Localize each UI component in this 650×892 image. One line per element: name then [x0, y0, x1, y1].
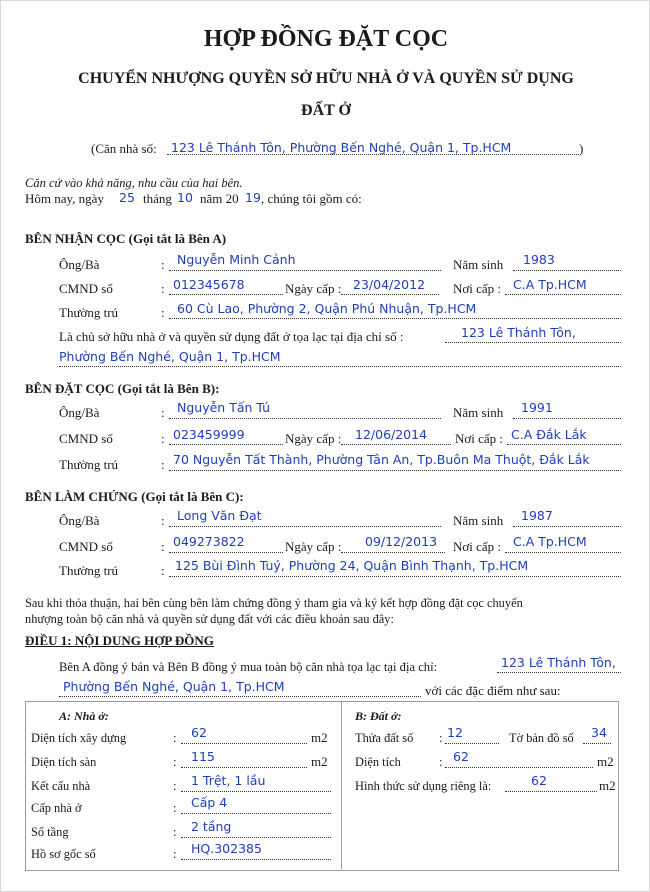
floor-area-label: Diện tích xây dựng [31, 731, 127, 745]
agreement-line-2: nhượng toàn bộ căn nhà và quyền sử dụng đất với các điều khoản sau đây: [25, 612, 394, 626]
date-month: 10 [177, 190, 193, 205]
party-c-id-colon: : [161, 539, 165, 554]
structure-dotted-line [181, 791, 331, 792]
usable-area-value: 115 [191, 749, 215, 764]
floor-area-dotted-line [181, 743, 307, 744]
date-day: 25 [119, 190, 135, 205]
floor-area-colon: : [173, 730, 177, 745]
usage-label: Hình thức sử dụng riêng là: [355, 779, 492, 793]
party-b-id-number: 023459999 [173, 427, 245, 442]
party-b-id-label: CMND số [59, 431, 113, 446]
party-b-name: Nguyễn Tấn Tú [177, 400, 271, 415]
party-a-issue-place: C.A Tp.HCM [513, 277, 587, 292]
party-a-property-line-1: 123 Lê Thánh Tôn, [461, 325, 576, 340]
house-grade-label: Cấp nhà ở [31, 801, 82, 815]
party-a-address-label: Thường trú [59, 305, 119, 320]
party-c-id-label: CMND số [59, 539, 113, 554]
structure-label: Kết cấu nhà [31, 779, 91, 793]
party-c-id-dotted-line [169, 552, 283, 553]
party-a-name-label: Ông/Bà [59, 257, 100, 272]
usable-area-label: Diện tích sàn [31, 755, 97, 769]
party-c-birth-label: Năm sinh [453, 513, 504, 528]
party-b-birth-label: Năm sinh [453, 405, 504, 420]
date-suffix: , chúng tôi gồm có: [261, 191, 362, 206]
parcel-dotted-line [445, 743, 499, 744]
party-a-id-label: CMND số [59, 281, 113, 296]
contract-subtitle-line-2: ĐẤT Ở [301, 102, 351, 119]
house-number-prefix: (Căn nhà số: [91, 141, 157, 156]
parcel-value: 12 [447, 725, 463, 740]
intro-basis: Căn cứ vào khả năng, nhu cầu của hai bên. [25, 176, 243, 190]
party-a-issue-place-label: Nơi cấp : [453, 281, 502, 296]
party-b-issue-place-label: Nơi cấp : [455, 431, 504, 446]
party-c-issue-date: 09/12/2013 [365, 534, 438, 549]
party-c-issue-place-label: Nơi cấp : [453, 539, 502, 554]
usage-unit: m2 [599, 778, 616, 793]
date-year: 19 [245, 190, 261, 205]
contract-title: HỢP ĐỒNG ĐẶT CỌC [203, 26, 449, 52]
party-c-birth-dotted-line [513, 526, 621, 527]
party-a-issue-place-dotted-line [505, 294, 621, 295]
party-b-issue-date: 12/06/2014 [355, 427, 428, 442]
party-c-heading: BÊN LÀM CHỨNG (Gọi tắt là Bên C): [25, 489, 244, 504]
floor-area-unit: m2 [311, 730, 328, 745]
party-b-issue-place: C.A Đắk Lắk [511, 427, 587, 442]
party-b-id-dotted-line [169, 444, 283, 445]
article-1-heading: ĐIỀU 1: NỘI DUNG HỢP ĐỒNG [25, 633, 214, 648]
party-c-issue-place-dotted-line [505, 552, 621, 553]
party-a-issue-date-dotted-line [341, 294, 439, 295]
usage-dotted-line [505, 791, 597, 792]
party-b-issue-place-dotted-line [507, 444, 621, 445]
party-a-name-dotted-line [169, 270, 441, 271]
usable-area-unit: m2 [311, 754, 328, 769]
article-1-address-dotted-line-2 [59, 696, 421, 697]
party-a-property-dotted-line-1 [445, 342, 621, 343]
house-number-value: 123 Lê Thánh Tôn, Phường Bến Nghé, Quận 1, Tp.HCM [171, 140, 512, 155]
party-c-birth-year: 1987 [521, 508, 553, 523]
floors-dotted-line [181, 837, 331, 838]
record-number-value: HQ.302385 [191, 841, 262, 856]
party-b-id-colon: : [161, 431, 165, 446]
party-b-birth-dotted-line [513, 418, 621, 419]
house-grade-colon: : [173, 800, 177, 815]
date-year-label: năm 20 [200, 191, 239, 206]
date-month-label: tháng [143, 191, 172, 206]
party-c-address-dotted-line [169, 576, 621, 577]
contract-subtitle-line-1: CHUYỂN NHƯỢNG QUYỀN SỞ HỮU NHÀ Ở VÀ QUYỀN SỬ DỤNG [78, 70, 574, 87]
article-1-text: Bên A đồng ý bán và Bên B đồng ý mua toàn bộ căn nhà tọa lạc tại địa chỉ: [59, 660, 438, 674]
party-c-id-number: 049273822 [173, 534, 245, 549]
article-1-suffix: với các đặc điểm như sau: [425, 683, 561, 698]
party-b-address: 70 Nguyễn Tất Thành, Phường Tân An, Tp.Buôn Ma Thuột, Đắk Lắk [173, 452, 590, 467]
party-a-property-line-2: Phường Bến Nghé, Quận 1, Tp.HCM [59, 349, 281, 364]
land-area-unit: m2 [597, 754, 614, 769]
floors-label: Số tầng [31, 825, 69, 839]
article-1-address-line-2: Phường Bến Nghé, Quận 1, Tp.HCM [63, 679, 285, 694]
land-area-value: 62 [453, 749, 469, 764]
article-1-address-line-1: 123 Lê Thánh Tôn, [501, 655, 616, 670]
party-a-birth-label: Năm sinh [453, 257, 504, 272]
house-number-suffix: ) [579, 141, 584, 156]
party-b-address-colon: : [161, 457, 165, 472]
property-details-table [25, 701, 619, 871]
floors-colon: : [173, 824, 177, 839]
party-a-birth-year: 1983 [523, 252, 555, 267]
house-grade-dotted-line [181, 813, 331, 814]
party-c-issue-place: C.A Tp.HCM [513, 534, 587, 549]
party-a-name: Nguyễn Minh Cảnh [177, 252, 296, 267]
parcel-colon: : [439, 730, 443, 745]
house-heading: A: Nhà ở: [59, 709, 109, 723]
map-sheet-label: Tờ bản đồ số [509, 731, 574, 745]
floors-value: 2 tầng [191, 819, 232, 834]
party-b-birth-year: 1991 [521, 400, 553, 415]
record-number-dotted-line [181, 859, 331, 860]
party-c-address: 125 Bùi Đình Tuý, Phường 24, Quận Bình Thạnh, Tp.HCM [175, 558, 529, 573]
floor-area-value: 62 [191, 725, 207, 740]
structure-colon: : [173, 778, 177, 793]
party-b-name-label: Ông/Bà [59, 405, 100, 420]
date-prefix: Hôm nay, ngày [25, 191, 104, 206]
party-a-issue-date: 23/04/2012 [353, 277, 426, 292]
party-c-name-label: Ông/Bà [59, 513, 100, 528]
land-area-colon: : [439, 754, 443, 769]
house-grade-value: Cấp 4 [191, 795, 228, 810]
map-sheet-value: 34 [591, 725, 607, 740]
structure-value: 1 Trệt, 1 lầu [191, 773, 266, 788]
party-a-address-dotted-line [169, 318, 621, 319]
record-number-colon: : [173, 846, 177, 861]
party-a-heading: BÊN NHẬN CỌC (Gọi tắt là Bên A) [25, 231, 227, 246]
party-b-heading: BÊN ĐẶT CỌC (Gọi tắt là Bên B): [25, 381, 220, 396]
party-b-address-label: Thường trú [59, 457, 119, 472]
party-a-id-dotted-line [169, 294, 283, 295]
map-sheet-dotted-line [583, 743, 611, 744]
party-b-issue-date-dotted-line [341, 444, 451, 445]
usable-area-dotted-line [181, 767, 307, 768]
party-a-property-dotted-line-2 [59, 366, 621, 367]
article-1-address-dotted-line-1 [497, 672, 621, 673]
party-a-id-number: 012345678 [173, 277, 245, 292]
party-b-name-colon: : [161, 405, 165, 420]
land-area-label: Diện tích [355, 755, 401, 769]
party-a-issue-date-label: Ngày cấp : [285, 281, 342, 296]
party-a-name-colon: : [161, 257, 165, 272]
land-heading: B: Đất ở: [355, 709, 402, 723]
party-c-issue-date-label: Ngày cấp : [285, 539, 342, 554]
party-a-id-colon: : [161, 281, 165, 296]
usable-area-colon: : [173, 754, 177, 769]
property-details-divider [341, 701, 342, 869]
party-a-owner-text: Là chủ sở hữu nhà ở và quyền sử dụng đất ở tọa lạc tại địa chỉ số : [59, 329, 404, 344]
party-c-address-label: Thường trú [59, 563, 119, 578]
party-c-issue-date-dotted-line [341, 552, 445, 553]
usage-value: 62 [531, 773, 547, 788]
party-c-name: Long Văn Đạt [177, 508, 262, 523]
party-b-name-dotted-line [169, 418, 441, 419]
party-b-address-dotted-line [169, 470, 621, 471]
parcel-label: Thửa đất số [355, 731, 414, 745]
party-a-address-colon: : [161, 305, 165, 320]
party-b-issue-date-label: Ngày cấp : [285, 431, 342, 446]
party-a-birth-dotted-line [513, 270, 621, 271]
record-number-label: Hồ sơ gốc số [31, 847, 96, 861]
party-c-name-dotted-line [169, 526, 441, 527]
party-c-name-colon: : [161, 513, 165, 528]
party-a-address: 60 Cù Lao, Phường 2, Quận Phú Nhuận, Tp.HCM [177, 301, 477, 316]
party-c-address-colon: : [161, 563, 165, 578]
land-area-dotted-line [445, 767, 593, 768]
agreement-line-1: Sau khi thỏa thuận, hai bên cùng bên làm chứng đồng ý tham gia và ký kết hợp đồng đặt cọc chuyển [25, 596, 523, 610]
